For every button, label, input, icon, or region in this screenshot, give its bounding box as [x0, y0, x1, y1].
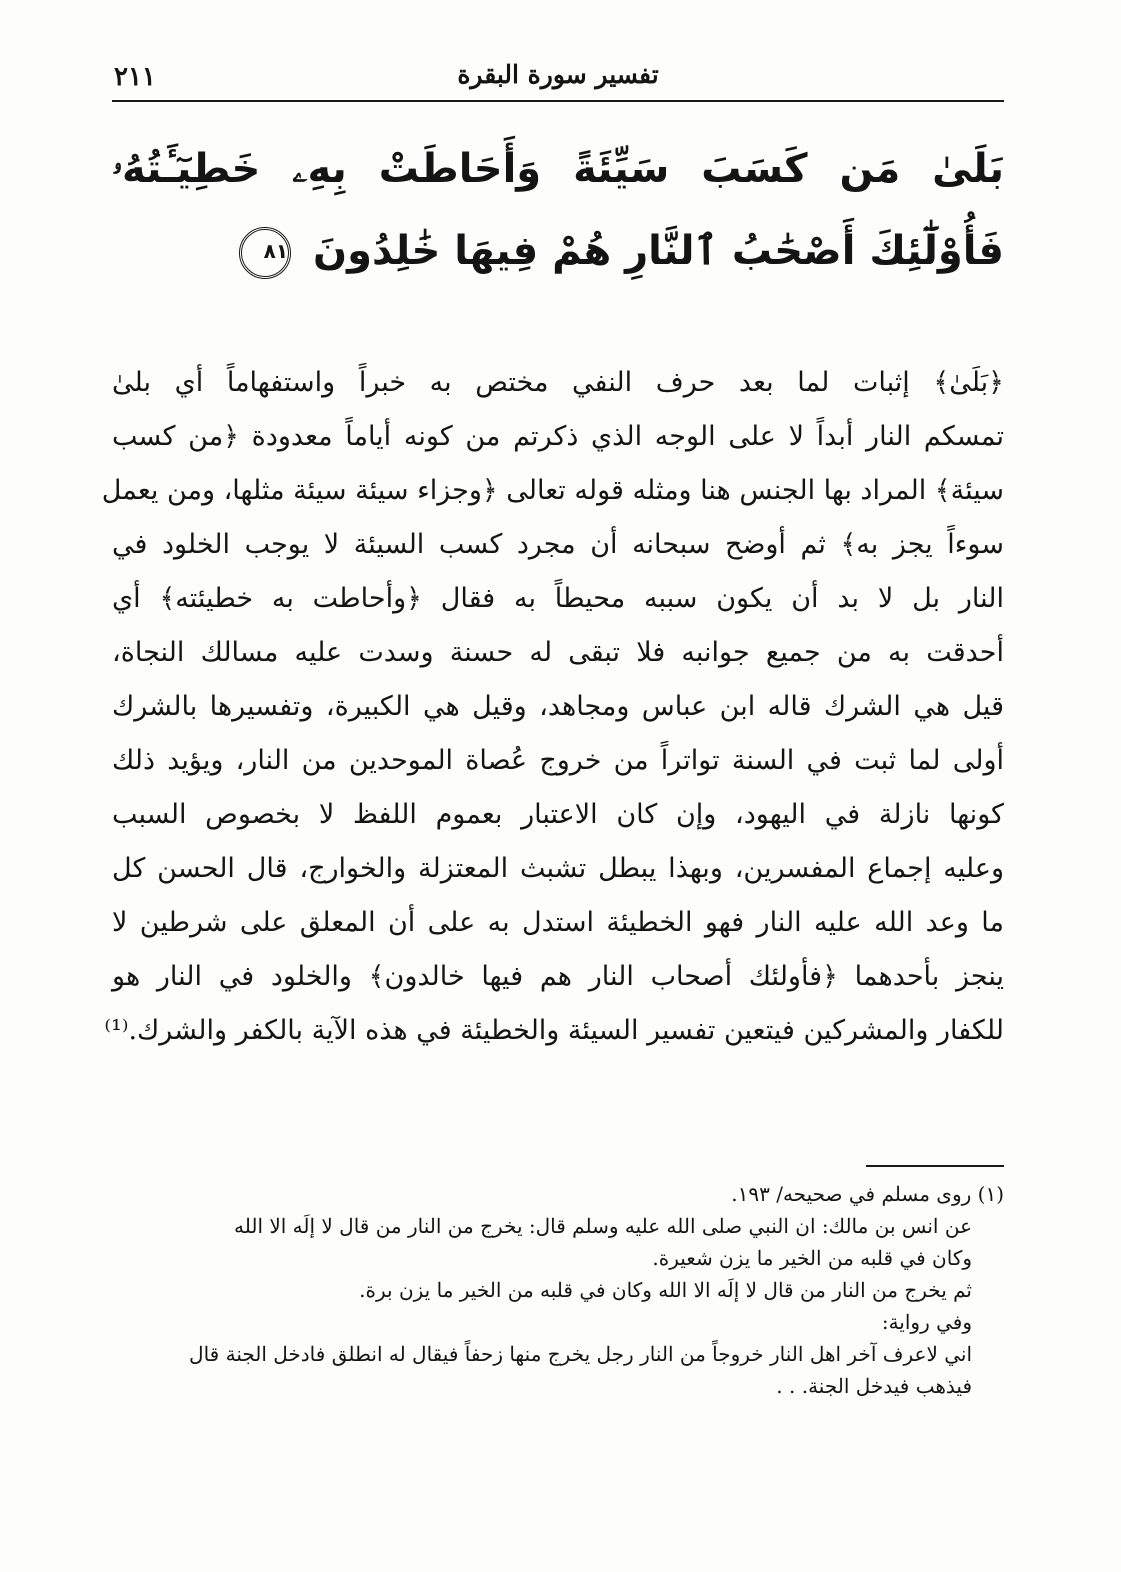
commentary-line: أولى لما ثبت في السنة تواتراً من خروج عُصاة الموحدين من النار، ويؤيد ذلك: [112, 745, 1004, 776]
commentary-line: النار بل لا بد أن يكون سببه محيطاً به فقال ﴿وأحاطت به خطيئته﴾ أي: [112, 583, 1004, 614]
header-divider: [112, 100, 1004, 102]
running-title: تفسير سورة البقرة: [457, 60, 659, 89]
verse-text: بَلَىٰ مَن كَسَبَ سَيِّئَةً وَأَحَاطَتْ بِهِۦ خَطِيٓـَٔتُهُۥ فَأُوْلَٰٓئِكَ أَصْحَٰبُ ٱلنَّارِ هُمْ فِيهَا خَٰلِدُونَ: [112, 146, 1004, 274]
commentary-line: سوءاً يجز به﴾ ثم أوضح سبحانه أن مجرد كسب السيئة لا يوجب الخلود في: [112, 529, 1004, 560]
commentary-line: ما وعد الله عليه النار فهو الخطيئة استدل به على أن المعلق على شرطين لا: [112, 907, 1004, 938]
commentary-line: تمسكم النار أبداً لا على الوجه الذي ذكرتم من كونه أياماً معدودة ﴿من كسب: [112, 421, 1004, 452]
commentary-line: للكفار والمشركين فيتعين تفسير السيئة والخطيئة في هذه الآية بالكفر والشرك.⁽¹⁾: [104, 1015, 1004, 1046]
footnote-line: وكان في قلبه من الخير ما يزن شعيرة.: [652, 1246, 972, 1270]
footnotes: [112, 1178, 1004, 1402]
footnote-line: ثم يخرج من النار من قال لا إلَه الا الله وكان في قلبه من الخير ما يزن برة.: [359, 1278, 972, 1302]
footnote-line: عن انس بن مالك: ان النبي صلى الله عليه وسلم قال: يخرج من النار من قال لا إلَه الا الله: [234, 1214, 972, 1238]
commentary-line: وعليه إجماع المفسرين، وبهذا يبطل تشبث المعتزلة والخوارج، قال الحسن كل: [112, 853, 1004, 884]
commentary-line: قيل هي الشرك قاله ابن عباس ومجاهد، وقيل هي الكبيرة، وتفسيرها بالشرك: [112, 691, 1004, 722]
page-number: ٢١١: [114, 62, 156, 92]
commentary-line: ﴿بَلَىٰ﴾ إثبات لما بعد حرف النفي مختص به خبراً واستفهاماً أي بلىٰ: [112, 367, 1004, 398]
footnote-divider: [866, 1165, 1004, 1167]
commentary-line: كونها نازلة في اليهود، وإن كان الاعتبار بعموم اللفظ لا بخصوص السبب: [112, 799, 1004, 830]
commentary-line: أحدقت به من جميع جوانبه فلا تبقى له حسنة وسدت عليه مسالك النجاة،: [112, 637, 1004, 668]
footnote-line: فيذهب فيدخل الجنة. . .: [776, 1374, 972, 1398]
footnote-line: وفي رواية:: [881, 1310, 972, 1334]
quran-verse: [112, 128, 1004, 292]
commentary-line: ينجز بأحدهما ﴿فأولئك أصحاب النار هم فيها خالدون﴾ والخلود في النار هو: [112, 961, 1004, 992]
footnote-line: اني لاعرف آخر اهل النار خروجاً من النار رجل يخرج منها زحفاً فيقال له انطلق فادخل الجنة قال: [189, 1342, 972, 1366]
footnote-line: (١) روى مسلم في صحيحه/ ١٩٣.: [731, 1182, 1004, 1206]
commentary-text: [101, 356, 1004, 1058]
commentary-line: سيئة﴾ المراد بها الجنس هنا ومثله قوله تعالى ﴿وجزاء سيئة سيئة مثلها، ومن يعمل: [101, 475, 1004, 506]
page-header: [112, 58, 1004, 98]
verse-number-marker: ٨١: [239, 227, 291, 279]
